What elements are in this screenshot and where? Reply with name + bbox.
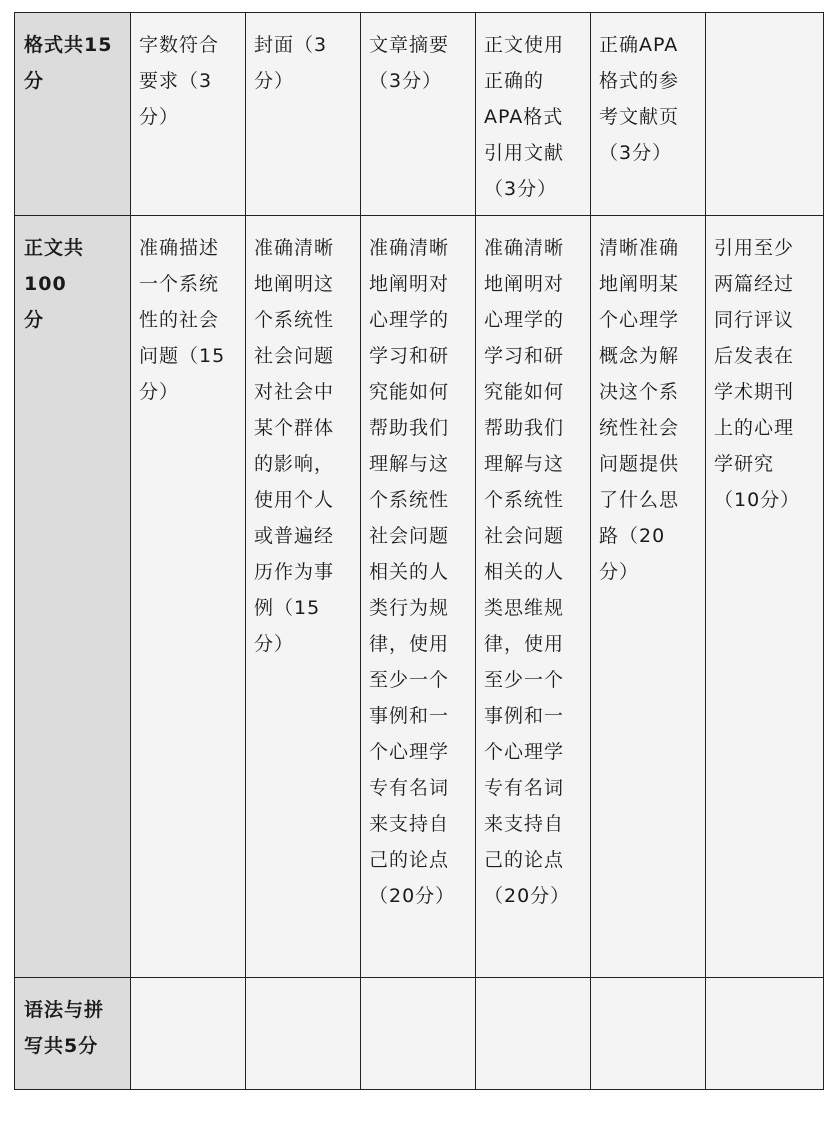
table-cell: 引用至少 两篇经过 同行评议 后发表在 学术期刊 上的心理 学研究 （10分） bbox=[706, 216, 824, 978]
table-cell: 字数符合 要求（3 分） bbox=[131, 13, 246, 216]
table-cell bbox=[476, 978, 591, 1090]
table-cell: 正确APA 格式的参 考文献页 （3分） bbox=[591, 13, 706, 216]
table-cell: 封面（3 分） bbox=[246, 13, 361, 216]
table-cell: 准确清晰 地阐明对 心理学的 学习和研 究能如何 帮助我们 理解与这 个系统性 社会问题 相关的人 类思维规 律，使用 至少一个 事例和一 个心理学 专有名词 来支持自 己的论点 （20分） bbox=[476, 216, 591, 978]
table-cell bbox=[246, 978, 361, 1090]
table-cell bbox=[361, 978, 476, 1090]
row-header-body: 正文共100 分 bbox=[15, 216, 131, 978]
table-row-format bbox=[15, 13, 824, 216]
table-cell: 正文使用 正确的 APA格式 引用文献 （3分） bbox=[476, 13, 591, 216]
table-row-grammar bbox=[15, 978, 824, 1090]
row-header-grammar: 语法与拼 写共5分 bbox=[15, 978, 131, 1090]
table-cell bbox=[131, 978, 246, 1090]
table-cell: 准确清晰 地阐明这 个系统性 社会问题 对社会中 某个群体 的影响， 使用个人 或普遍经 历作为事 例（15 分） bbox=[246, 216, 361, 978]
row-header-format: 格式共15 分 bbox=[15, 13, 131, 216]
table-cell bbox=[706, 978, 824, 1090]
grading-rubric-table bbox=[14, 12, 824, 1090]
table-cell: 清晰准确 地阐明某 个心理学 概念为解 决这个系 统性社会 问题提供 了什么思 路（20 分） bbox=[591, 216, 706, 978]
table-row-body bbox=[15, 216, 824, 978]
table-cell: 文章摘要 （3分） bbox=[361, 13, 476, 216]
table-cell: 准确清晰 地阐明对 心理学的 学习和研 究能如何 帮助我们 理解与这 个系统性 社会问题 相关的人 类行为规 律，使用 至少一个 事例和一 个心理学 专有名词 来支持自 己的论点 （20分） bbox=[361, 216, 476, 978]
table-cell: 准确描述 一个系统 性的社会 问题（15 分） bbox=[131, 216, 246, 978]
table-cell bbox=[706, 13, 824, 216]
table-cell bbox=[591, 978, 706, 1090]
